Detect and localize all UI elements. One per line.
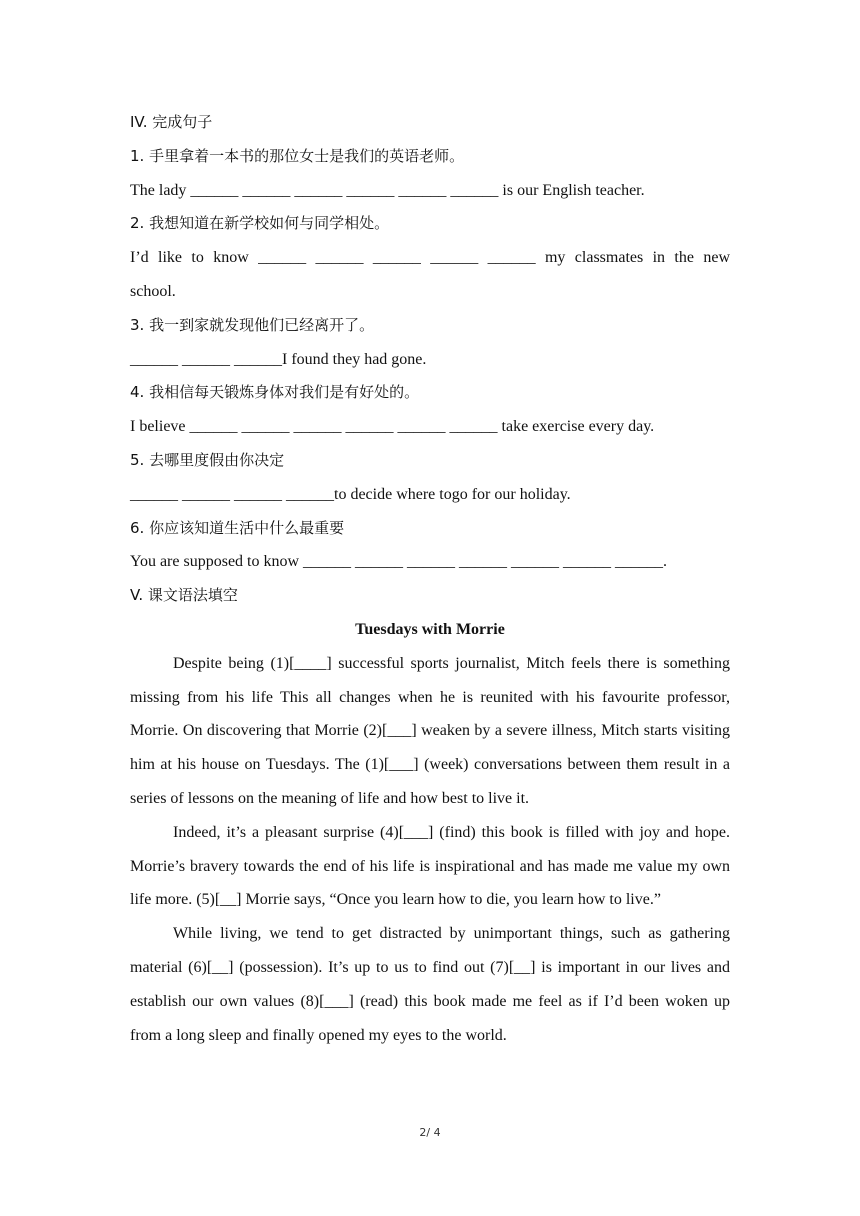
page-number: 2/ 4: [419, 1126, 441, 1139]
section-heading-grammar-fill: V. 课文语法填空: [130, 586, 238, 605]
question-3-english: ______ ______ ______I found they had gone.: [130, 350, 427, 368]
page-content: [130, 106, 730, 1052]
passage-paragraph-3: While living, we tend to get distracted by unimportant things, such as gathering material (6)[__] (possession). It’s up to us to find out (7)[__] is important in our lives and establish our own values (8)[___] (read) this book made me feel as if I’d been woken up from a long sleep and finally opened my eyes to the world.: [130, 925, 730, 1044]
question-6-english: You are supposed to know ______ ______ ______ ______ ______ ______ ______.: [130, 553, 668, 571]
question-2-chinese: 2. 我想知道在新学校如何与同学相处。: [130, 214, 390, 233]
passage-paragraph-1: Despite being (1)[____] successful sports journalist, Mitch feels there is something missing from his life This all changes when he is reunited with his favourite professor, Morrie. On discovering that Morrie (2)[___] weaken by a severe illness, Mitch starts visiting him at his house on Tuesdays. The (1)[___] (week) conversations between them result in a series of lessons on the meaning of life and how best to live it.: [130, 654, 730, 807]
question-2-english-line-2: school.: [130, 282, 176, 300]
question-1-english: The lady ______ ______ ______ ______ ______ ______ is our English teacher.: [130, 181, 645, 199]
question-3-chinese: 3. 我一到家就发现他们已经离开了。: [130, 315, 375, 334]
question-5-english: ______ ______ ______ ______to decide where togo for our holiday.: [130, 485, 571, 503]
question-4-english: I believe ______ ______ ______ ______ ______ ______ take exercise every day.: [130, 418, 655, 436]
question-1-chinese: 1. 手里拿着一本书的那位女士是我们的英语老师。: [130, 146, 465, 165]
question-5-chinese: 5. 去哪里度假由你决定: [130, 450, 285, 469]
section-heading-complete-sentences: IV. 完成句子: [130, 113, 213, 131]
question-6-chinese: 6. 你应该知道生活中什么最重要: [130, 518, 345, 537]
question-4-chinese: 4. 我相信每天锻炼身体对我们是有好处的。: [130, 383, 420, 402]
passage-paragraph-2: Indeed, it’s a pleasant surprise (4)[___] (find) this book is filled with joy and hope. Morrie’s bravery towards the end of his life is inspirational and has made me value my own life more. (5)[__] Morrie says, “Once you learn how to die, you learn how to live.”: [130, 823, 730, 909]
passage-title: Tuesdays with Morrie: [355, 620, 505, 638]
question-2-english-line-1: I’d like to know ______ ______ ______ ______ ______ my classmates in the new: [130, 249, 730, 267]
